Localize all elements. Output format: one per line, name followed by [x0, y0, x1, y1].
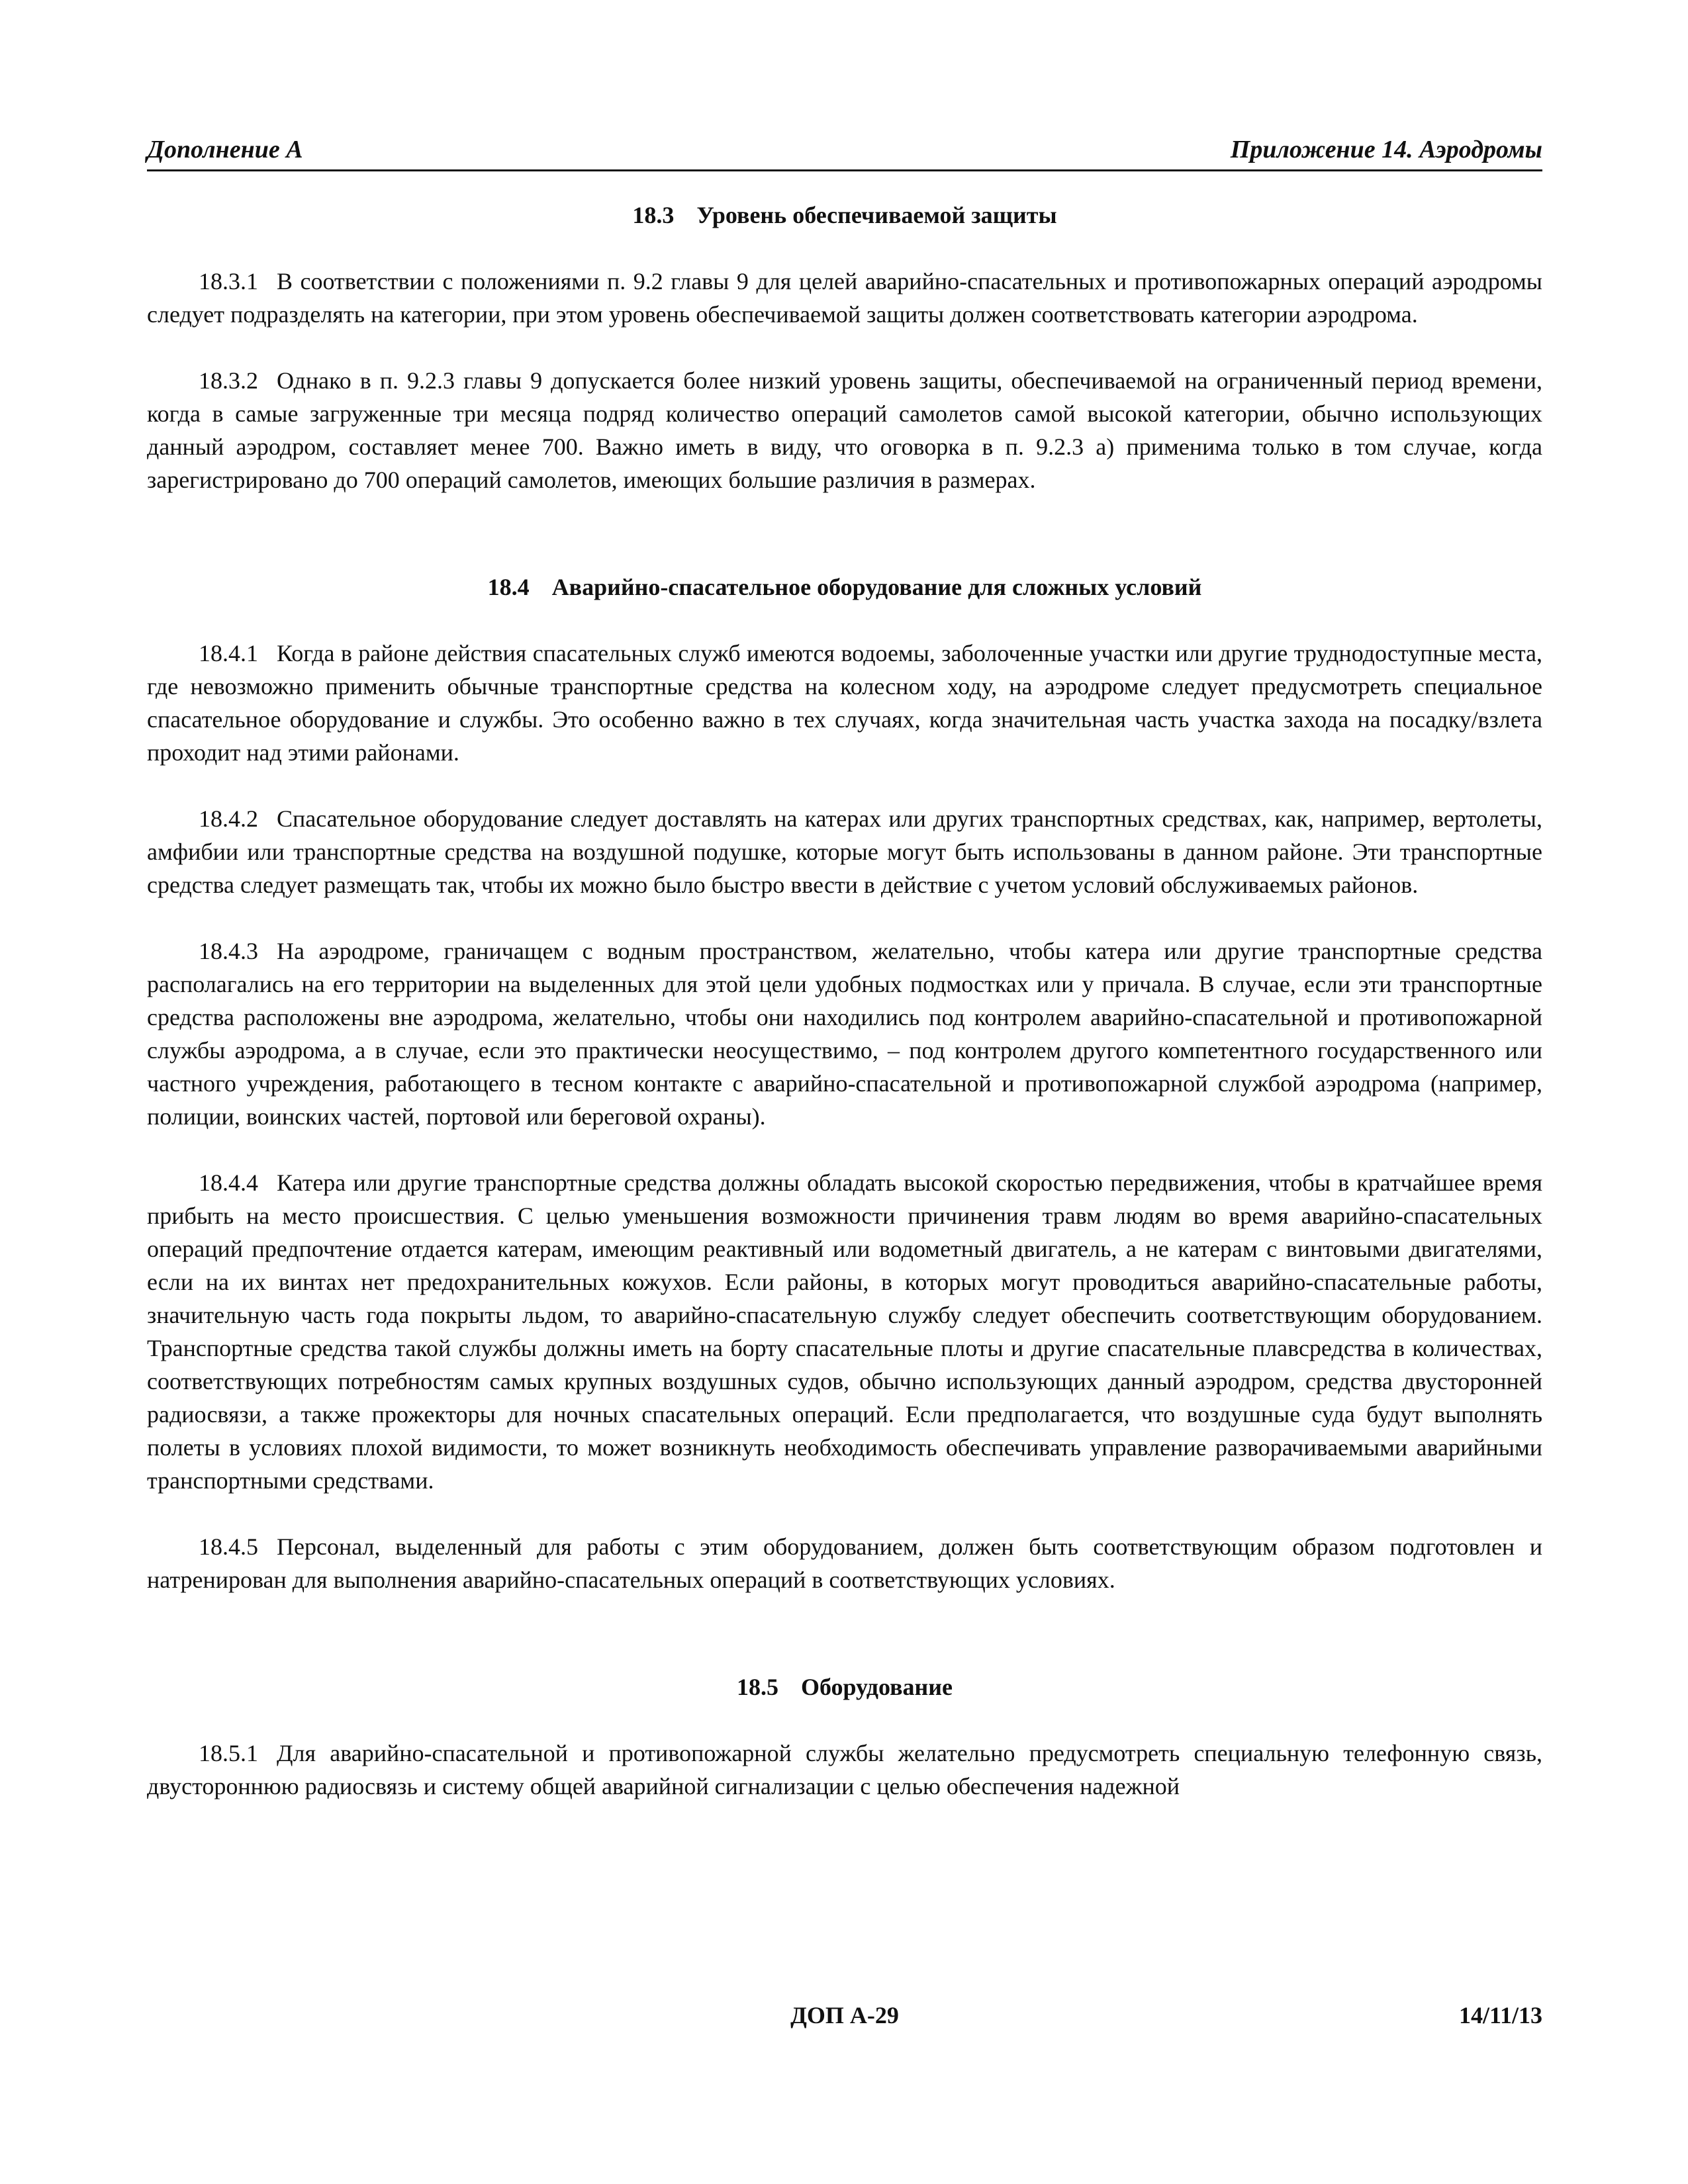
section-number: 18.4 [487, 574, 530, 600]
paragraph-text: На аэродроме, граничащем с водным пространством, желательно, чтобы катера или другие транспортные средства располагались на его территории на выделенных для этой цели удобных подмостках или у причала. В случае, если эти транспортные средства расположены вне аэродрома, желательно, чтобы они находились под контролем аварийно-спасательной и противопожарной службы аэродрома, а в случае, если это практически неосуществимо, – под контролем другого компетентного государственного или частного учреждения, работающего в тесном контакте с аварийно-спасательной и противопожарной службой аэродрома (например, полиции, воинских частей, портовой или береговой охраны). [147, 938, 1542, 1130]
paragraph [147, 637, 1542, 769]
paragraph-number: 18.4.2 [199, 805, 258, 832]
paragraph-text: Однако в п. 9.2.3 главы 9 допускается более низкий уровень защиты, обеспечиваемой на ограниченный период времени, когда в самые загруженные три месяца подряд количество операций самолетов самой высокой категории, обычно использующих данный аэродром, составляет менее 700. Важно иметь в виду, что оговорка в п. 9.2.3 а) применима только в том случае, когда зарегистрировано до 700 операций самолетов, имеющих большие различия в размерах. [147, 367, 1542, 493]
paragraph-number: 18.4.3 [199, 938, 258, 964]
section-number: 18.3 [632, 202, 675, 228]
section-title: Аварийно-спасательное оборудование для сложных условий [551, 574, 1202, 600]
header-right-title: Приложение 14. Аэродромы [1230, 136, 1542, 163]
paragraph-number: 18.3.1 [199, 268, 258, 295]
running-footer [147, 2001, 1542, 2034]
section-title: Уровень обеспечиваемой защиты [696, 202, 1057, 228]
section-title: Оборудование [800, 1674, 953, 1700]
section-number: 18.5 [736, 1674, 778, 1700]
paragraph-number: 18.4.5 [199, 1533, 258, 1560]
paragraph-number: 18.5.1 [199, 1740, 258, 1766]
paragraph-number: 18.4.4 [199, 1169, 258, 1196]
paragraph-text: Персонал, выделенный для работы с этим оборудованием, должен быть соответствующим образом подготовлен и натренирован для выполнения аварийно-спасательных операций в соответствующих условиях. [147, 1533, 1542, 1593]
running-header [147, 130, 1542, 171]
paragraph-text: Катера или другие транспортные средства должны обладать высокой скоростью передвижения, чтобы в кратчайшее время прибыть на место происшествия. С целью уменьшения возможности причинения травм людям во время аварийно-спасательных операций предпочтение отдается катерам, имеющим реактивный или водометный двигатель, а не катерам с винтовыми двигателями, если на их винтах нет предохранительных кожухов. Если районы, в которых могут проводиться аварийно-спасательные работы, значительную часть года покрыты льдом, то аварийно-спасательную службу следует обеспечить соответствующим оборудованием. Транспортные средства такой службы должны иметь на борту спасательные плоты и другие спасательные плавсредства в количествах, соответствующих потребностям самых крупных воздушных судов, обычно использующих данный аэродром, средства двусторонней радиосвязи, а также прожекторы для ночных спасательных операций. Если предполагается, что воздушные суда будут выполнять полеты в условиях плохой видимости, то может возникнуть необходимость обеспечивать управление разворачиваемыми аварийными транспортными средствами. [147, 1169, 1542, 1494]
paragraph [147, 1530, 1542, 1596]
paragraph [147, 265, 1542, 331]
paragraph [147, 934, 1542, 1133]
paragraph-text: В соответствии с положениями п. 9.2 главы 9 для целей аварийно-спасательных и противопожарных операций аэродромы следует подразделять на категории, при этом уровень обеспечиваемой защиты должен соответствовать категории аэродрома. [147, 268, 1542, 328]
paragraph [147, 1166, 1542, 1497]
section-heading [147, 1670, 1542, 1704]
section-heading [147, 199, 1542, 232]
header-left-title: Дополнение А [147, 136, 303, 163]
page-number: ДОП А-29 [790, 2002, 899, 2028]
paragraph [147, 802, 1542, 901]
paragraph-text: Спасательное оборудование следует доставлять на катерах или других транспортных средствах, как, например, вертолеты, амфибии или транспортные средства на воздушной подушке, которые могут быть использованы в данном районе. Эти транспортные средства следует размещать так, чтобы их можно было быстро ввести в действие с учетом условий обслуживаемых районов. [147, 805, 1542, 898]
paragraph-number: 18.3.2 [199, 367, 258, 394]
revision-date: 14/11/13 [1458, 2002, 1542, 2028]
paragraph-number: 18.4.1 [199, 640, 258, 666]
paragraph [147, 364, 1542, 496]
paragraph-text: Для аварийно-спасательной и противопожарной службы желательно предусмотреть специальную телефонную связь, двустороннюю радиосвязь и систему общей аварийной сигнализации с целью обеспечения надежной [147, 1740, 1542, 1799]
section-heading [147, 570, 1542, 604]
paragraph [147, 1737, 1542, 1803]
paragraph-text: Когда в районе действия спасательных служб имеются водоемы, заболоченные участки или другие труднодоступные места, где невозможно применить обычные транспортные средства на колесном ходу, на аэродроме следует предусмотреть специальное спасательное оборудование и службы. Это особенно важно в тех случаях, когда значительная часть участка захода на посадку/взлета проходит над этими районами. [147, 640, 1542, 766]
document-body [147, 199, 1542, 1803]
